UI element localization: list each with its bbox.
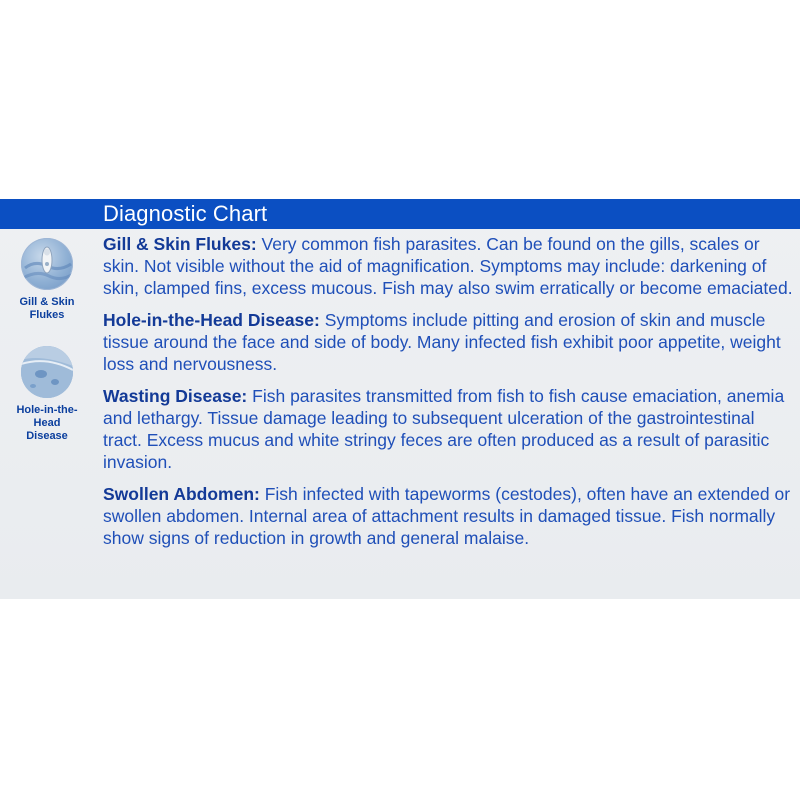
entry-gill-skin-flukes: [103, 233, 795, 299]
entry-description: Symptoms include pitting and erosion of skin and muscle tissue around the face and side of body. Many infected fish exhibit poor appetite, weight loss and nervousness.: [103, 310, 781, 374]
entry-term: Wasting Disease:: [103, 386, 248, 406]
hole-in-the-head-figure: [14, 346, 80, 443]
diagnostic-entries: [103, 233, 795, 559]
entry-term: Swollen Abdomen:: [103, 484, 260, 504]
hole-in-the-head-caption: Hole-in-the-Head Disease: [16, 404, 78, 442]
entry-hole-in-the-head: [103, 309, 795, 375]
entry-description: Very common fish parasites. Can be found on the gills, scales or skin. Not visible without the aid of magnification. Symptoms may include: darkening of skin, clamped fins, excess mucous. Fish may also swim erratically or become emaciated.: [103, 234, 793, 298]
gill-skin-flukes-caption: Gill & Skin Flukes: [19, 296, 75, 321]
gill-skin-flukes-figure: [14, 238, 80, 322]
entry-description: Fish infected with tapeworms (cestodes), often have an extended or swollen abdomen. Internal area of attachment results in damaged tissue. Fish normally show signs of reduction in growth and general malaise.: [103, 484, 791, 548]
entry-wasting-disease: [103, 385, 795, 473]
entry-term: Hole-in-the-Head Disease:: [103, 310, 320, 330]
entry-description: Fish parasites transmitted from fish to fish cause emaciation, anemia and lethargy. Tissue damage leading to subsequent ulceration of the gastrointestinal tract. Excess mucus and white stringy feces are often produced as a result of parasitic invasion.: [103, 386, 785, 472]
entry-swollen-abdomen: [103, 483, 795, 549]
entry-term: Gill & Skin Flukes:: [103, 234, 257, 254]
hole-in-the-head-icon: [21, 346, 73, 398]
gill-skin-flukes-icon: [21, 238, 73, 290]
chart-title: Diagnostic Chart: [103, 201, 268, 226]
